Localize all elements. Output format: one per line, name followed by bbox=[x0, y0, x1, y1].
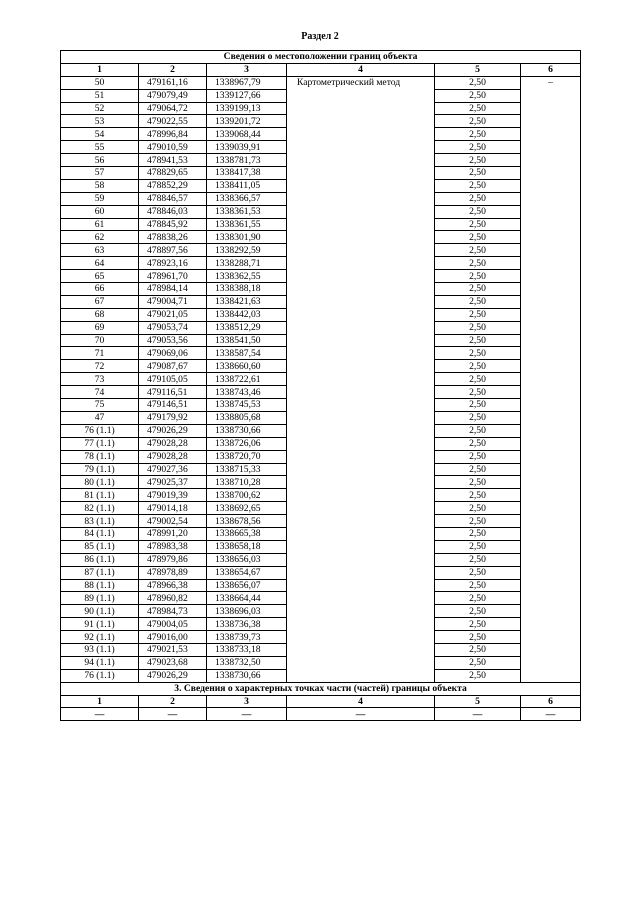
accuracy-cell: 2,50 bbox=[435, 283, 521, 296]
column-header: 6 bbox=[521, 63, 581, 76]
point-number-cell: 88 (1.1) bbox=[61, 579, 139, 592]
accuracy-cell: 2,50 bbox=[435, 360, 521, 373]
accuracy-cell: 2,50 bbox=[435, 579, 521, 592]
coordinate-x-cell: 478978,89 bbox=[139, 566, 207, 579]
point-number-cell: 79 (1.1) bbox=[61, 463, 139, 476]
point-number-cell: 57 bbox=[61, 167, 139, 180]
coordinate-y-cell: 1338361,53 bbox=[207, 205, 287, 218]
section3-cell: — bbox=[435, 708, 521, 721]
coordinate-y-cell: 1338421,63 bbox=[207, 295, 287, 308]
point-number-cell: 63 bbox=[61, 244, 139, 257]
coordinate-x-cell: 479146,51 bbox=[139, 399, 207, 412]
coordinate-y-cell: 1338696,03 bbox=[207, 605, 287, 618]
point-number-cell: 70 bbox=[61, 334, 139, 347]
coordinate-y-cell: 1339201,72 bbox=[207, 115, 287, 128]
point-number-cell: 59 bbox=[61, 192, 139, 205]
accuracy-cell: 2,50 bbox=[435, 244, 521, 257]
point-number-cell: 82 (1.1) bbox=[61, 502, 139, 515]
coordinate-x-cell: 478983,38 bbox=[139, 540, 207, 553]
coordinate-x-cell: 479087,67 bbox=[139, 360, 207, 373]
coordinate-y-cell: 1339199,13 bbox=[207, 102, 287, 115]
coordinate-x-cell: 479105,05 bbox=[139, 373, 207, 386]
coordinate-y-cell: 1338730,66 bbox=[207, 424, 287, 437]
point-number-cell: 91 (1.1) bbox=[61, 618, 139, 631]
section3-column-header: 3 bbox=[207, 695, 287, 708]
point-number-cell: 93 (1.1) bbox=[61, 643, 139, 656]
coordinate-x-cell: 478960,82 bbox=[139, 592, 207, 605]
accuracy-cell: 2,50 bbox=[435, 631, 521, 644]
coordinate-y-cell: 1338292,59 bbox=[207, 244, 287, 257]
coordinate-y-cell: 1338739,73 bbox=[207, 631, 287, 644]
point-number-cell: 68 bbox=[61, 308, 139, 321]
point-number-cell: 74 bbox=[61, 386, 139, 399]
point-number-cell: 54 bbox=[61, 128, 139, 141]
coordinate-x-cell: 478984,14 bbox=[139, 283, 207, 296]
coordinate-y-cell: 1338366,57 bbox=[207, 192, 287, 205]
coordinate-x-cell: 479053,56 bbox=[139, 334, 207, 347]
accuracy-cell: 2,50 bbox=[435, 102, 521, 115]
coordinate-y-cell: 1338692,65 bbox=[207, 502, 287, 515]
coordinate-y-cell: 1338656,07 bbox=[207, 579, 287, 592]
coordinate-x-cell: 479026,29 bbox=[139, 669, 207, 682]
accuracy-cell: 2,50 bbox=[435, 450, 521, 463]
accuracy-cell: 2,50 bbox=[435, 295, 521, 308]
coordinate-y-cell: 1338388,18 bbox=[207, 283, 287, 296]
coordinate-y-cell: 1338587,54 bbox=[207, 347, 287, 360]
coordinate-y-cell: 1339068,44 bbox=[207, 128, 287, 141]
accuracy-cell: 2,50 bbox=[435, 489, 521, 502]
coordinate-y-cell: 1338664,44 bbox=[207, 592, 287, 605]
coordinate-y-cell: 1338722,61 bbox=[207, 373, 287, 386]
point-number-cell: 83 (1.1) bbox=[61, 515, 139, 528]
table-caption: Сведения о местоположении границ объекта bbox=[61, 51, 581, 64]
coordinate-x-cell: 478991,20 bbox=[139, 527, 207, 540]
point-number-cell: 76 (1.1) bbox=[61, 669, 139, 682]
accuracy-cell: 2,50 bbox=[435, 424, 521, 437]
method-cell bbox=[287, 76, 435, 682]
accuracy-cell: 2,50 bbox=[435, 115, 521, 128]
coordinate-x-cell: 478829,65 bbox=[139, 167, 207, 180]
coordinate-x-cell: 479022,55 bbox=[139, 115, 207, 128]
table-row bbox=[61, 76, 581, 89]
accuracy-cell: 2,50 bbox=[435, 437, 521, 450]
coordinate-x-cell: 479021,05 bbox=[139, 308, 207, 321]
coordinate-x-cell: 478838,26 bbox=[139, 231, 207, 244]
column-header: 3 bbox=[207, 63, 287, 76]
accuracy-cell: 2,50 bbox=[435, 334, 521, 347]
accuracy-cell: 2,50 bbox=[435, 476, 521, 489]
accuracy-cell: 2,50 bbox=[435, 347, 521, 360]
coordinate-x-cell: 479004,05 bbox=[139, 618, 207, 631]
coordinate-y-cell: 1338732,50 bbox=[207, 656, 287, 669]
accuracy-cell: 2,50 bbox=[435, 192, 521, 205]
section3-cell: — bbox=[61, 708, 139, 721]
point-number-cell: 52 bbox=[61, 102, 139, 115]
section3-caption-row bbox=[61, 682, 581, 695]
section3-cell: — bbox=[521, 708, 581, 721]
coordinate-y-cell: 1338781,73 bbox=[207, 154, 287, 167]
accuracy-cell: 2,50 bbox=[435, 566, 521, 579]
point-number-cell: 81 (1.1) bbox=[61, 489, 139, 502]
accuracy-cell: 2,50 bbox=[435, 540, 521, 553]
coordinate-x-cell: 479019,39 bbox=[139, 489, 207, 502]
point-number-cell: 65 bbox=[61, 270, 139, 283]
accuracy-cell: 2,50 bbox=[435, 321, 521, 334]
coordinate-x-cell: 478996,84 bbox=[139, 128, 207, 141]
coordinate-y-cell: 1338658,18 bbox=[207, 540, 287, 553]
coordinate-y-cell: 1338288,71 bbox=[207, 257, 287, 270]
point-number-cell: 77 (1.1) bbox=[61, 437, 139, 450]
point-number-cell: 62 bbox=[61, 231, 139, 244]
coordinate-x-cell: 479116,51 bbox=[139, 386, 207, 399]
accuracy-cell: 2,50 bbox=[435, 128, 521, 141]
coordinate-x-cell: 479016,00 bbox=[139, 631, 207, 644]
coordinate-x-cell: 479069,06 bbox=[139, 347, 207, 360]
coordinate-y-cell: 1338743,46 bbox=[207, 386, 287, 399]
point-number-cell: 55 bbox=[61, 141, 139, 154]
accuracy-cell: 2,50 bbox=[435, 515, 521, 528]
coordinate-y-cell: 1338411,05 bbox=[207, 179, 287, 192]
section3-column-header: 1 bbox=[61, 695, 139, 708]
column-header: 2 bbox=[139, 63, 207, 76]
point-number-cell: 60 bbox=[61, 205, 139, 218]
accuracy-cell: 2,50 bbox=[435, 89, 521, 102]
coordinate-y-cell: 1338442,03 bbox=[207, 308, 287, 321]
accuracy-cell: 2,50 bbox=[435, 154, 521, 167]
coordinate-x-cell: 478852,29 bbox=[139, 179, 207, 192]
coordinate-y-cell: 1338512,29 bbox=[207, 321, 287, 334]
section3-column-header: 5 bbox=[435, 695, 521, 708]
point-number-cell: 76 (1.1) bbox=[61, 424, 139, 437]
accuracy-cell: 2,50 bbox=[435, 205, 521, 218]
accuracy-cell: 2,50 bbox=[435, 386, 521, 399]
point-number-cell: 90 (1.1) bbox=[61, 605, 139, 618]
point-number-cell: 51 bbox=[61, 89, 139, 102]
point-number-cell: 50 bbox=[61, 76, 139, 89]
coordinate-x-cell: 479014,18 bbox=[139, 502, 207, 515]
coordinate-y-cell: 1338361,55 bbox=[207, 218, 287, 231]
point-number-cell: 64 bbox=[61, 257, 139, 270]
coordinate-y-cell: 1338745,53 bbox=[207, 399, 287, 412]
coordinate-x-cell: 479161,16 bbox=[139, 76, 207, 89]
column-header-row bbox=[61, 63, 581, 76]
coordinate-x-cell: 479023,68 bbox=[139, 656, 207, 669]
point-number-cell: 75 bbox=[61, 399, 139, 412]
coordinate-y-cell: 1338736,38 bbox=[207, 618, 287, 631]
coordinate-y-cell: 1338654,67 bbox=[207, 566, 287, 579]
coordinate-x-cell: 479025,37 bbox=[139, 476, 207, 489]
coordinate-x-cell: 479021,53 bbox=[139, 643, 207, 656]
point-number-cell: 89 (1.1) bbox=[61, 592, 139, 605]
section3-cell: — bbox=[139, 708, 207, 721]
coordinate-y-cell: 1338417,38 bbox=[207, 167, 287, 180]
accuracy-cell: 2,50 bbox=[435, 167, 521, 180]
coordinate-x-cell: 479079,49 bbox=[139, 89, 207, 102]
accuracy-cell: 2,50 bbox=[435, 527, 521, 540]
accuracy-cell: 2,50 bbox=[435, 656, 521, 669]
accuracy-cell: 2,50 bbox=[435, 643, 521, 656]
coordinate-y-cell: 1338301,90 bbox=[207, 231, 287, 244]
accuracy-cell: 2,50 bbox=[435, 605, 521, 618]
coordinate-y-cell: 1338720,70 bbox=[207, 450, 287, 463]
coordinate-y-cell: 1338660,60 bbox=[207, 360, 287, 373]
point-number-cell: 78 (1.1) bbox=[61, 450, 139, 463]
point-number-cell: 73 bbox=[61, 373, 139, 386]
boundary-table bbox=[60, 50, 581, 721]
point-number-cell: 61 bbox=[61, 218, 139, 231]
coordinate-y-cell: 1338715,33 bbox=[207, 463, 287, 476]
point-number-cell: 72 bbox=[61, 360, 139, 373]
coordinate-y-cell: 1338967,79 bbox=[207, 76, 287, 89]
section3-column-header: 6 bbox=[521, 695, 581, 708]
coordinate-x-cell: 478845,92 bbox=[139, 218, 207, 231]
coordinate-y-cell: 1338726,06 bbox=[207, 437, 287, 450]
point-number-cell: 87 (1.1) bbox=[61, 566, 139, 579]
accuracy-cell: 2,50 bbox=[435, 76, 521, 89]
coordinate-x-cell: 478846,57 bbox=[139, 192, 207, 205]
coordinate-x-cell: 479026,29 bbox=[139, 424, 207, 437]
coordinate-y-cell: 1339039,91 bbox=[207, 141, 287, 154]
section3-cell: — bbox=[287, 708, 435, 721]
point-number-cell: 66 bbox=[61, 283, 139, 296]
point-number-cell: 85 (1.1) bbox=[61, 540, 139, 553]
coordinate-x-cell: 479064,72 bbox=[139, 102, 207, 115]
section3-row bbox=[61, 708, 581, 721]
column-header: 1 bbox=[61, 63, 139, 76]
column-6-cell: – bbox=[521, 76, 581, 682]
accuracy-cell: 2,50 bbox=[435, 257, 521, 270]
coordinate-y-cell: 1338700,62 bbox=[207, 489, 287, 502]
coordinate-x-cell: 479179,92 bbox=[139, 411, 207, 424]
coordinate-y-cell: 1338541,50 bbox=[207, 334, 287, 347]
section-title: Раздел 2 bbox=[301, 31, 339, 42]
coordinate-y-cell: 1338678,56 bbox=[207, 515, 287, 528]
coordinate-x-cell: 478979,86 bbox=[139, 553, 207, 566]
coordinate-x-cell: 478941,53 bbox=[139, 154, 207, 167]
accuracy-cell: 2,50 bbox=[435, 399, 521, 412]
coordinate-x-cell: 479027,36 bbox=[139, 463, 207, 476]
coordinate-x-cell: 478984,73 bbox=[139, 605, 207, 618]
coordinate-x-cell: 478897,56 bbox=[139, 244, 207, 257]
coordinate-y-cell: 1338730,66 bbox=[207, 669, 287, 682]
coordinate-y-cell: 1338710,28 bbox=[207, 476, 287, 489]
coordinate-y-cell: 1338805,68 bbox=[207, 411, 287, 424]
coordinate-y-cell: 1339127,66 bbox=[207, 89, 287, 102]
point-number-cell: 84 (1.1) bbox=[61, 527, 139, 540]
coordinate-x-cell: 479028,28 bbox=[139, 437, 207, 450]
accuracy-cell: 2,50 bbox=[435, 141, 521, 154]
coordinate-x-cell: 479028,28 bbox=[139, 450, 207, 463]
point-number-cell: 94 (1.1) bbox=[61, 656, 139, 669]
section3-column-header: 2 bbox=[139, 695, 207, 708]
point-number-cell: 86 (1.1) bbox=[61, 553, 139, 566]
point-number-cell: 80 (1.1) bbox=[61, 476, 139, 489]
coordinate-y-cell: 1338665,38 bbox=[207, 527, 287, 540]
column-header: 4 bbox=[287, 63, 435, 76]
column-header: 5 bbox=[435, 63, 521, 76]
coordinate-x-cell: 478846,03 bbox=[139, 205, 207, 218]
coordinate-x-cell: 478923,16 bbox=[139, 257, 207, 270]
coordinate-y-cell: 1338362,55 bbox=[207, 270, 287, 283]
point-number-cell: 92 (1.1) bbox=[61, 631, 139, 644]
accuracy-cell: 2,50 bbox=[435, 553, 521, 566]
coordinate-x-cell: 478966,38 bbox=[139, 579, 207, 592]
point-number-cell: 53 bbox=[61, 115, 139, 128]
accuracy-cell: 2,50 bbox=[435, 592, 521, 605]
accuracy-cell: 2,50 bbox=[435, 308, 521, 321]
accuracy-cell: 2,50 bbox=[435, 463, 521, 476]
point-number-cell: 71 bbox=[61, 347, 139, 360]
accuracy-cell: 2,50 bbox=[435, 179, 521, 192]
accuracy-cell: 2,50 bbox=[435, 231, 521, 244]
point-number-cell: 58 bbox=[61, 179, 139, 192]
section3-caption: 3. Сведения о характерных точках части (частей) границы объекта bbox=[61, 682, 581, 695]
coordinate-x-cell: 479002,54 bbox=[139, 515, 207, 528]
accuracy-cell: 2,50 bbox=[435, 618, 521, 631]
coordinate-x-cell: 479004,71 bbox=[139, 295, 207, 308]
section3-cell: — bbox=[207, 708, 287, 721]
accuracy-cell: 2,50 bbox=[435, 502, 521, 515]
section3-header-row bbox=[61, 695, 581, 708]
section3-column-header: 4 bbox=[287, 695, 435, 708]
method-text: Картометрический метод bbox=[297, 76, 401, 88]
accuracy-cell: 2,50 bbox=[435, 411, 521, 424]
point-number-cell: 47 bbox=[61, 411, 139, 424]
point-number-cell: 67 bbox=[61, 295, 139, 308]
accuracy-cell: 2,50 bbox=[435, 373, 521, 386]
accuracy-cell: 2,50 bbox=[435, 270, 521, 283]
coordinate-x-cell: 478961,70 bbox=[139, 270, 207, 283]
table-caption-row bbox=[61, 51, 581, 64]
accuracy-cell: 2,50 bbox=[435, 669, 521, 682]
accuracy-cell: 2,50 bbox=[435, 218, 521, 231]
coordinate-x-cell: 479053,74 bbox=[139, 321, 207, 334]
coordinate-y-cell: 1338733,18 bbox=[207, 643, 287, 656]
coordinate-x-cell: 479010,59 bbox=[139, 141, 207, 154]
point-number-cell: 69 bbox=[61, 321, 139, 334]
point-number-cell: 56 bbox=[61, 154, 139, 167]
coordinate-y-cell: 1338656,03 bbox=[207, 553, 287, 566]
